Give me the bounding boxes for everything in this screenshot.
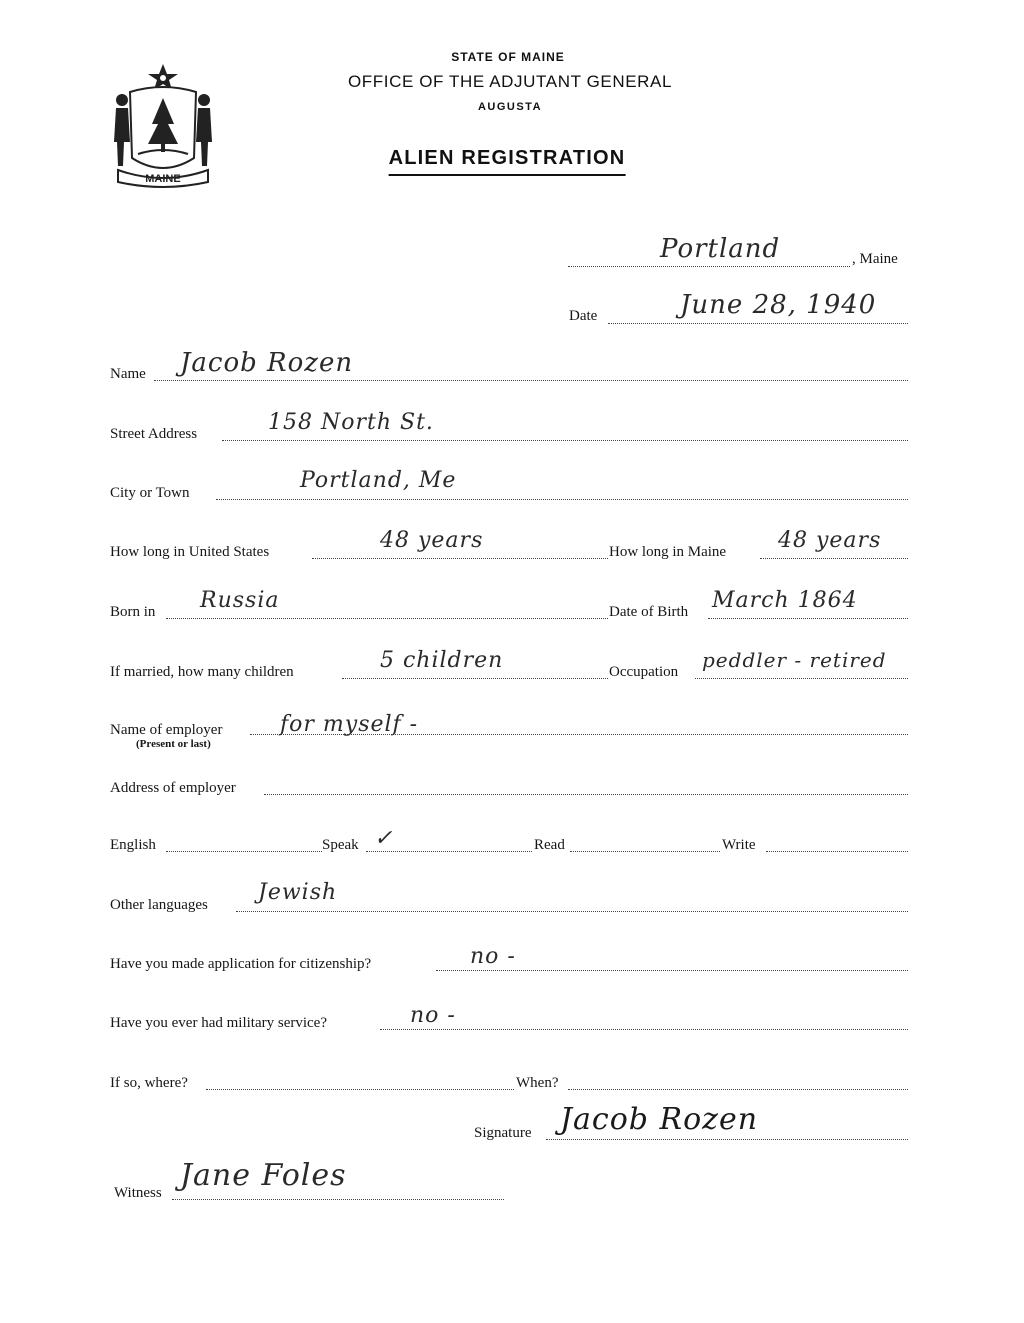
- svg-text:MAINE: MAINE: [145, 173, 181, 185]
- date-of-birth-value: March 1864: [712, 588, 858, 613]
- speak-line: [366, 851, 532, 852]
- city-town-line: [216, 499, 908, 500]
- witness-label: Witness: [114, 1185, 162, 1201]
- citizenship-line: [436, 970, 908, 971]
- date-label: Date: [569, 308, 598, 324]
- how-long-maine-line: [760, 558, 908, 559]
- born-in-label: Born in: [110, 604, 156, 620]
- when-line: [568, 1089, 908, 1090]
- english-label: English: [110, 837, 156, 853]
- military-label: Have you ever had military service?: [110, 1015, 327, 1031]
- present-or-last-note: (Present or last): [136, 738, 211, 750]
- other-languages-line: [236, 911, 908, 912]
- married-children-line: [342, 678, 608, 679]
- witness-value: Jane Foles: [180, 1158, 347, 1193]
- if-so-where-label: If so, where?: [110, 1075, 188, 1091]
- born-in-value: Russia: [200, 588, 280, 613]
- english-line: [166, 851, 322, 852]
- how-long-maine-label: How long in Maine: [609, 544, 727, 560]
- married-children-label: If married, how many children: [110, 664, 294, 680]
- read-line: [570, 851, 720, 852]
- name-line: [154, 380, 908, 381]
- form-title: ALIEN REGISTRATION: [389, 147, 626, 176]
- name-of-employer-label: Name of employer: [110, 722, 223, 738]
- header-office: OFFICE OF THE ADJUTANT GENERAL: [347, 72, 673, 91]
- maine-state-seal: [108, 62, 218, 190]
- occupation-label: Occupation: [609, 664, 679, 680]
- when-label: When?: [516, 1075, 559, 1091]
- speak-value: ✓: [374, 826, 394, 851]
- if-so-where-line: [206, 1089, 514, 1090]
- how-long-maine-value: 48 years: [778, 528, 882, 553]
- name-label: Name: [110, 366, 146, 382]
- address-of-employer-label: Address of employer: [110, 780, 236, 796]
- how-long-us-value: 48 years: [380, 528, 484, 553]
- date-line: [608, 323, 908, 324]
- header-city: AUGUSTA: [477, 101, 543, 113]
- employer-value: for myself -: [280, 712, 419, 737]
- how-long-us-label: How long in United States: [110, 544, 270, 560]
- signature-label: Signature: [474, 1125, 532, 1141]
- name-value: Jacob Rozen: [180, 348, 354, 378]
- maine-label: , Maine: [852, 251, 898, 267]
- address-of-employer-line: [264, 794, 908, 795]
- street-address-label: Street Address: [110, 426, 198, 442]
- born-in-line: [166, 618, 608, 619]
- children-value: 5 children: [380, 648, 504, 673]
- date-of-birth-label: Date of Birth: [609, 604, 689, 620]
- write-label: Write: [722, 837, 756, 853]
- street-address-line: [222, 440, 908, 441]
- military-line: [380, 1029, 908, 1030]
- speak-label: Speak: [322, 837, 359, 853]
- town-value: Portland: [660, 234, 781, 264]
- citizenship-value: no -: [470, 944, 516, 969]
- header-state: STATE OF MAINE: [451, 50, 565, 64]
- military-value: no -: [410, 1003, 456, 1028]
- how-long-us-line: [312, 558, 608, 559]
- witness-line: [172, 1199, 504, 1200]
- signature-value: Jacob Rozen: [560, 1102, 759, 1137]
- city-town-value: Portland, Me: [300, 468, 457, 493]
- street-address-value: 158 North St.: [268, 410, 434, 435]
- other-languages-label: Other languages: [110, 897, 208, 913]
- citizenship-label: Have you made application for citizenship?: [110, 956, 372, 972]
- occupation-line: [695, 678, 908, 679]
- other-languages-value: Jewish: [258, 880, 338, 905]
- write-line: [766, 851, 908, 852]
- city-town-label: City or Town: [110, 485, 190, 501]
- read-label: Read: [534, 837, 565, 853]
- signature-line: [546, 1139, 908, 1140]
- date-value: June 28, 1940: [680, 290, 877, 320]
- town-line: [568, 266, 850, 267]
- date-of-birth-line: [708, 618, 908, 619]
- occupation-value: peddler - retired: [702, 648, 887, 672]
